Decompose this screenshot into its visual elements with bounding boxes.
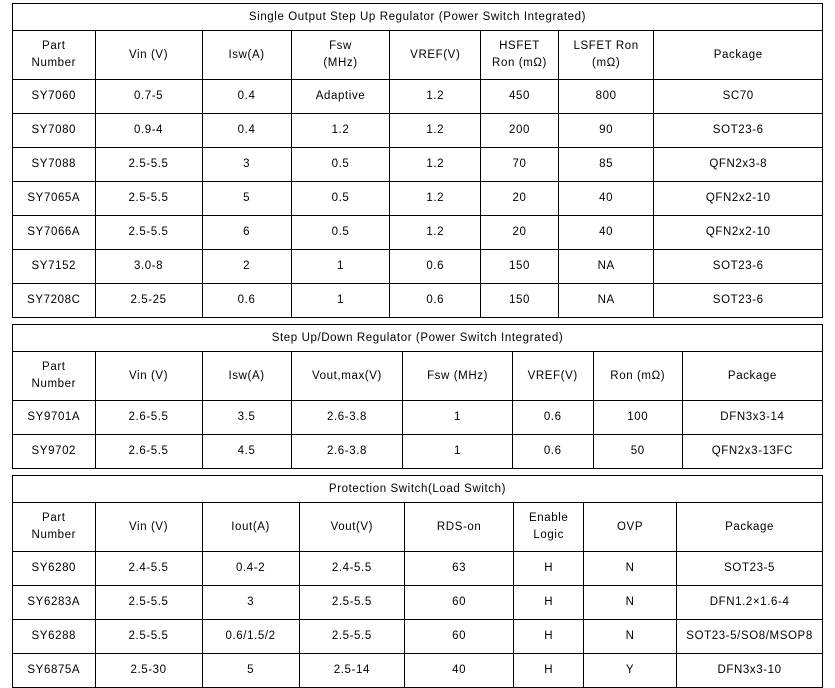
table-cell: 2.6-5.5 — [95, 435, 202, 469]
table-cell: QFN2x3-13FC — [682, 435, 822, 469]
column-header — [481, 31, 559, 80]
column-header — [654, 31, 823, 80]
table-cell: 150 — [481, 250, 559, 284]
table-cell: 2.5-5.5 — [95, 182, 202, 216]
column-header-line: Part — [42, 361, 66, 374]
column-header-line: VREF(V) — [527, 369, 578, 382]
column-header-line: RDS-on — [436, 520, 482, 533]
column-header-line: Number — [31, 57, 77, 69]
column-header — [202, 503, 299, 552]
table-cell: 2.5-30 — [95, 654, 202, 688]
table-cell: 2.4-5.5 — [95, 552, 202, 586]
column-header-line: Logic — [533, 529, 564, 541]
table-cell: 3 — [202, 148, 291, 182]
table-cell: 200 — [481, 114, 559, 148]
table-cell: 2.6-5.5 — [95, 401, 202, 435]
table-row — [13, 80, 823, 114]
column-header-line: Number — [31, 378, 77, 390]
table-cell: H — [514, 620, 584, 654]
table-cell: 2.5-5.5 — [95, 620, 202, 654]
column-header-line: Part — [42, 512, 66, 525]
table-cell: NA — [558, 250, 654, 284]
table-cell: 2.5-5.5 — [95, 216, 202, 250]
table-cell: NA — [558, 284, 654, 318]
table-cell: 1.2 — [390, 182, 481, 216]
table-row — [13, 114, 823, 148]
table-cell: SOT23-5 — [677, 552, 823, 586]
table-cell: 2.5-5.5 — [299, 620, 404, 654]
table-cell: 2.6-3.8 — [291, 401, 403, 435]
part-number-cell: SY6280 — [13, 552, 96, 586]
table-cell: N — [584, 620, 677, 654]
table-cell: QFN2x2-10 — [654, 182, 823, 216]
table-cell: SC70 — [654, 80, 823, 114]
column-header — [95, 503, 202, 552]
table-cell: 1.2 — [390, 216, 481, 250]
table-cell: 2.5-5.5 — [95, 586, 202, 620]
table-cell: 1.2 — [390, 114, 481, 148]
table-cell: 0.5 — [291, 182, 390, 216]
table-row — [13, 182, 823, 216]
column-header — [514, 503, 584, 552]
part-number-cell: SY7088 — [13, 148, 96, 182]
table-header-row — [13, 352, 823, 401]
table-cell: 40 — [558, 182, 654, 216]
table-row — [13, 250, 823, 284]
table-cell: 40 — [405, 654, 514, 688]
table-cell: 0.7-5 — [95, 80, 202, 114]
column-header-line: Enable — [528, 512, 569, 525]
column-header-line: Package — [713, 48, 763, 61]
table-row — [13, 620, 823, 654]
part-number-cell: SY7060 — [13, 80, 96, 114]
column-header-line: Ron (mΩ) — [492, 57, 547, 69]
table-cell: 0.9-4 — [95, 114, 202, 148]
table-cell: 2.5-14 — [299, 654, 404, 688]
table-cell: 2.6-3.8 — [291, 435, 403, 469]
table-cell: 5 — [202, 654, 299, 688]
table-row — [13, 435, 823, 469]
part-number-cell: SY6283A — [13, 586, 96, 620]
column-header — [677, 503, 823, 552]
column-header-line: Vout,max(V) — [312, 369, 382, 382]
table-cell: 2.5-5.5 — [299, 586, 404, 620]
table-cell: 0.4-2 — [202, 552, 299, 586]
table-cell: 2.5-5.5 — [95, 148, 202, 182]
table-cell: 1 — [403, 401, 512, 435]
column-header-line: HSFET — [499, 40, 540, 53]
column-header — [558, 31, 654, 80]
table-cell: N — [584, 552, 677, 586]
column-header-line: (MHz) — [323, 57, 358, 69]
column-header — [202, 352, 291, 401]
column-header-line: Vin (V) — [128, 520, 169, 533]
table-row — [13, 654, 823, 688]
table-row — [13, 284, 823, 318]
table-cell: 0.6 — [390, 250, 481, 284]
part-number-cell: SY7066A — [13, 216, 96, 250]
table-cell: SOT23-5/SO8/MSOP8 — [677, 620, 823, 654]
table-cell: 1.2 — [390, 80, 481, 114]
table-cell: N — [584, 586, 677, 620]
table-cell: 0.6/1.5/2 — [202, 620, 299, 654]
column-header-line: Number — [31, 529, 77, 541]
column-header-line: Package — [725, 520, 775, 533]
table-cell: 800 — [558, 80, 654, 114]
table-cell: 3.0-8 — [95, 250, 202, 284]
spec-table — [12, 3, 823, 318]
column-header-line: Vin (V) — [128, 48, 169, 61]
table-cell: DFN1.2×1.6-4 — [677, 586, 823, 620]
part-number-cell: SY7152 — [13, 250, 96, 284]
table-cell: 0.6 — [390, 284, 481, 318]
table-cell: SOT23-6 — [654, 114, 823, 148]
table-cell: 2.5-25 — [95, 284, 202, 318]
table-cell: 150 — [481, 284, 559, 318]
part-number-cell: SY9702 — [13, 435, 96, 469]
part-number-cell: SY7080 — [13, 114, 96, 148]
column-header-line: Ron (mΩ) — [610, 369, 666, 382]
table-cell: 2.4-5.5 — [299, 552, 404, 586]
table-cell: Y — [584, 654, 677, 688]
column-header — [13, 352, 96, 401]
table-cell: 0.6 — [512, 435, 593, 469]
section-title: Step Up/Down Regulator (Power Switch Integrated) — [13, 325, 823, 352]
table-cell: 0.4 — [202, 80, 291, 114]
part-number-cell: SY7208C — [13, 284, 96, 318]
part-number-cell: SY9701A — [13, 401, 96, 435]
table-cell: SOT23-6 — [654, 250, 823, 284]
table-header-row — [13, 31, 823, 80]
column-header-line: Fsw — [329, 40, 352, 53]
column-header — [13, 503, 96, 552]
column-header-line: Isw(A) — [228, 369, 265, 382]
section-title: Protection Switch(Load Switch) — [13, 476, 823, 503]
tables-container — [12, 3, 823, 688]
table-cell: DFN3x3-14 — [682, 401, 822, 435]
table-row — [13, 586, 823, 620]
spec-table — [12, 475, 823, 688]
part-number-cell: SY7065A — [13, 182, 96, 216]
column-header — [291, 352, 403, 401]
column-header — [405, 503, 514, 552]
column-header-line: Fsw (MHz) — [427, 369, 489, 382]
table-cell: 2 — [202, 250, 291, 284]
table-cell: SOT23-6 — [654, 284, 823, 318]
table-cell: 0.6 — [512, 401, 593, 435]
table-row — [13, 552, 823, 586]
table-cell: 20 — [481, 182, 559, 216]
column-header — [512, 352, 593, 401]
table-cell: QFN2x3-8 — [654, 148, 823, 182]
table-cell: 70 — [481, 148, 559, 182]
table-cell: 90 — [558, 114, 654, 148]
column-header-line: Vout(V) — [330, 520, 374, 533]
table-row — [13, 148, 823, 182]
part-number-cell: SY6875A — [13, 654, 96, 688]
column-header — [95, 31, 202, 80]
table-cell: 0.6 — [202, 284, 291, 318]
section-title-row — [13, 476, 823, 503]
table-cell: 0.5 — [291, 148, 390, 182]
section-title-row — [13, 325, 823, 352]
section-title: Single Output Step Up Regulator (Power Switch Integrated) — [13, 4, 823, 31]
column-header-line: Isw(A) — [228, 48, 265, 61]
table-cell: 1 — [403, 435, 512, 469]
table-cell: Adaptive — [291, 80, 390, 114]
spec-table — [12, 324, 823, 469]
table-cell: H — [514, 552, 584, 586]
table-cell: 63 — [405, 552, 514, 586]
column-header — [584, 503, 677, 552]
column-header — [593, 352, 682, 401]
table-cell: 3.5 — [202, 401, 291, 435]
table-header-row — [13, 503, 823, 552]
column-header-line: OVP — [617, 520, 644, 533]
column-header — [682, 352, 822, 401]
table-cell: 20 — [481, 216, 559, 250]
section-title-row — [13, 4, 823, 31]
column-header — [13, 31, 96, 80]
column-header — [95, 352, 202, 401]
table-cell: 40 — [558, 216, 654, 250]
table-cell: DFN3x3-10 — [677, 654, 823, 688]
table-row — [13, 216, 823, 250]
table-cell: QFN2x2-10 — [654, 216, 823, 250]
table-cell: 1.2 — [390, 148, 481, 182]
column-header-line: Vin (V) — [128, 369, 169, 382]
table-cell: 50 — [593, 435, 682, 469]
column-header-line: LSFET Ron — [573, 40, 639, 53]
table-cell: 6 — [202, 216, 291, 250]
column-header-line: Package — [727, 369, 777, 382]
column-header-line: VREF(V) — [410, 48, 461, 61]
table-cell: 1.2 — [291, 114, 390, 148]
column-header — [291, 31, 390, 80]
column-header-line: Iout(A) — [231, 520, 270, 533]
table-cell: 450 — [481, 80, 559, 114]
table-cell: 0.5 — [291, 216, 390, 250]
column-header-line: (mΩ) — [592, 57, 621, 69]
column-header — [202, 31, 291, 80]
table-row — [13, 401, 823, 435]
table-cell: 1 — [291, 284, 390, 318]
table-cell: H — [514, 586, 584, 620]
table-cell: 60 — [405, 620, 514, 654]
column-header — [299, 503, 404, 552]
table-cell: 100 — [593, 401, 682, 435]
column-header — [390, 31, 481, 80]
table-cell: 3 — [202, 586, 299, 620]
table-cell: 0.4 — [202, 114, 291, 148]
column-header-line: Part — [42, 40, 66, 53]
column-header — [403, 352, 512, 401]
table-cell: 85 — [558, 148, 654, 182]
part-number-cell: SY6288 — [13, 620, 96, 654]
table-cell: H — [514, 654, 584, 688]
table-cell: 1 — [291, 250, 390, 284]
table-cell: 5 — [202, 182, 291, 216]
table-cell: 4.5 — [202, 435, 291, 469]
table-cell: 60 — [405, 586, 514, 620]
